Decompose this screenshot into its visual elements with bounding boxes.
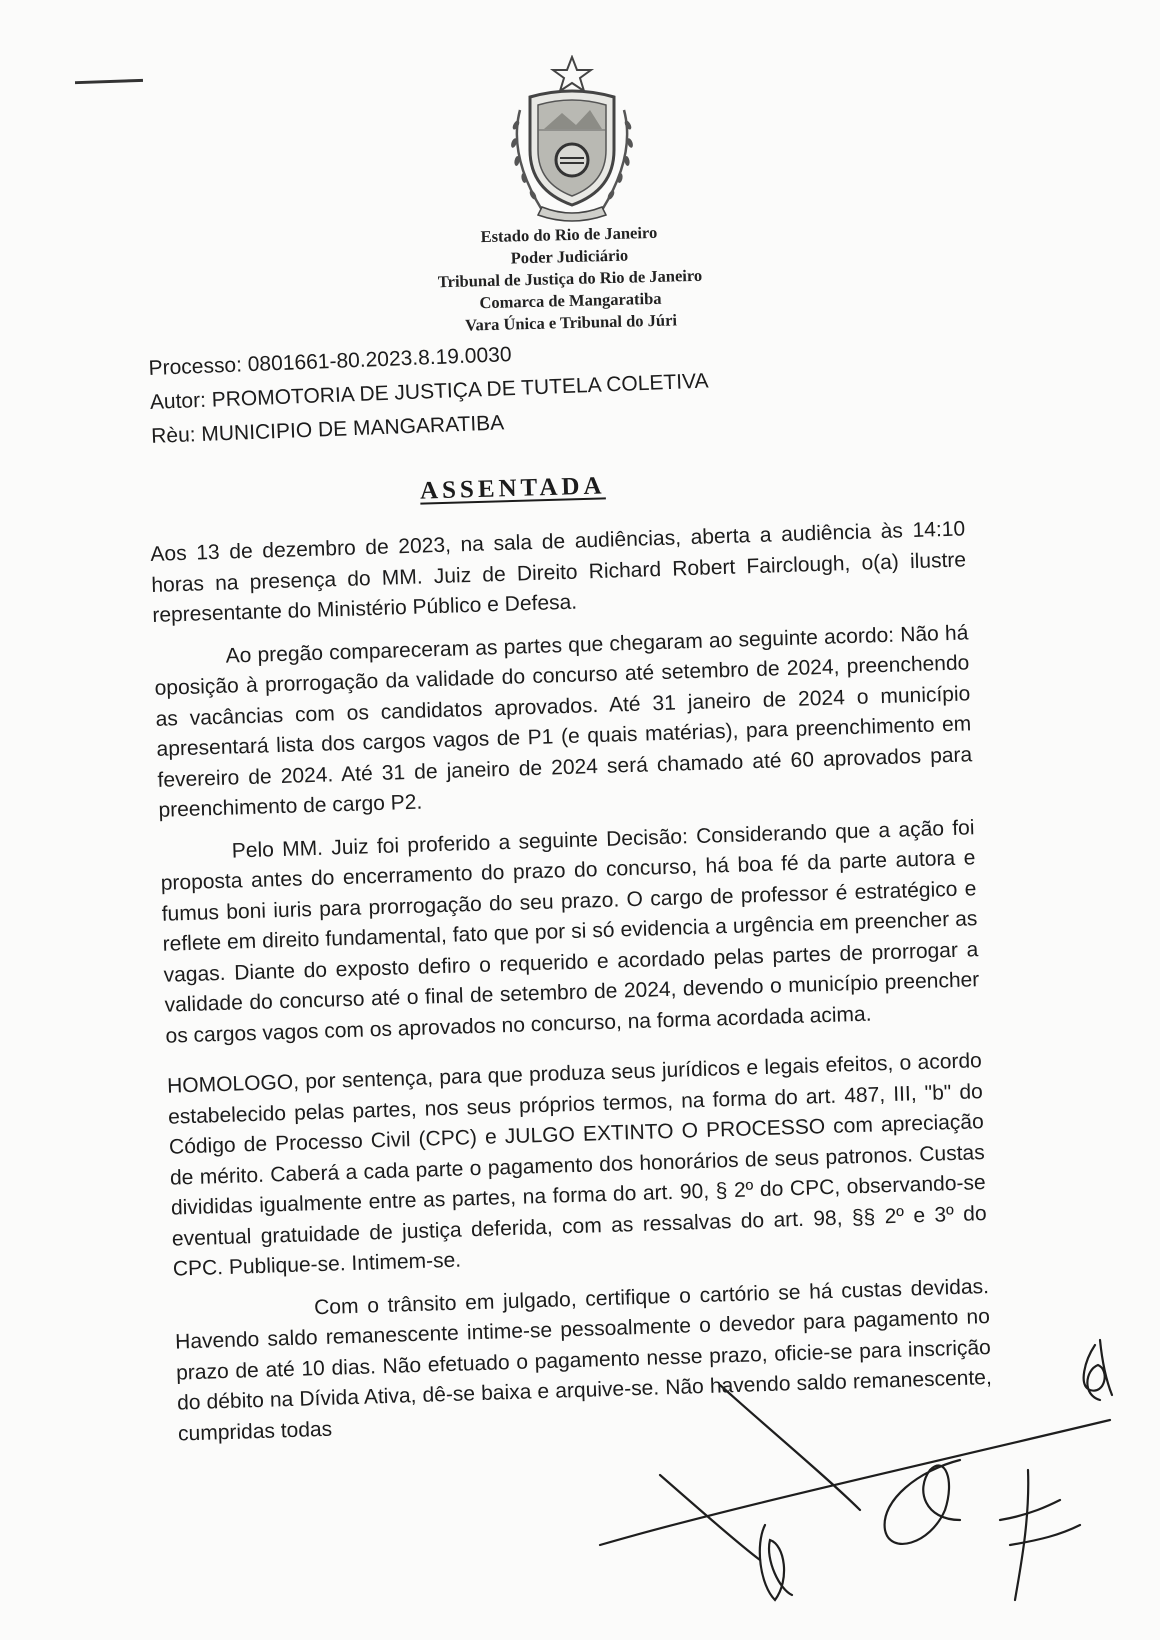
state-coat-of-arms-icon — [502, 55, 642, 225]
document-body — [150, 514, 994, 1461]
paragraph-final: Com o trânsito em julgado, certifique o cartório se há custas devidas. Havendo saldo remanescente intime-se pessoalmente o devedor para pagamento no prazo de até 10 dias. Não efetuado o pagamento nesse prazo, oficie-se para inscrição do débito na Dívida Ativa, dê-se baixa e arquive-se. Não havendo saldo remanescente, cumpridas todas — [174, 1274, 993, 1446]
header-vara: Vara Única e Tribunal do Júri — [464, 310, 678, 335]
document-title: ASSENTADA — [419, 472, 606, 505]
court-header — [339, 218, 802, 339]
paragraph-decision: Pelo MM. Juiz foi proferido a seguinte Decisão: Considerando que a ação foi proposta antes do encerramento do prazo do concurso, há boa fé da parte autora e fumus boni iuris para prorrogação do seu prazo. O cargo de professor é estratégico e reflete em direito fundamental, fato que por si só evidencia a urgência em preencher as vagas. Diante do exposto defiro o requerido e acordado pelas partes de prorrogar a validade do concurso até o final de setembro de 2024, devendo o município preencher os cargos vagos com os aprovados no concurso, na forma acordada acima. — [160, 815, 980, 1048]
margin-dash — [75, 79, 143, 84]
header-tribunal: Tribunal de Justiça do Rio de Janeiro — [437, 265, 703, 292]
paragraph-agreement: Ao pregão compareceram as partes que chegaram ao seguinte acordo: Não há oposição à prorrogação da validade do concurso até setembro de 2024, preenchendo as vacâncias com os candidatos aprovados. Até 31 janeiro de 2024 o município apresentará lista dos cargos vagos de P1 (e quais matérias), para preenchimento em fevereiro de 2024. Até 31 de janeiro de 2024 será chamado até 60 aprovados para preenchimento de cargo P2. — [154, 620, 973, 822]
header-comarca: Comarca de Mangaratiba — [479, 288, 662, 313]
plaintiff: Autor: PROMOTORIA DE JUSTIÇA DE TUTELA COLETIVA — [149, 369, 709, 414]
header-power: Poder Judiciário — [510, 245, 629, 268]
defendant: Rèu: MUNICIPIO DE MANGARATIBA — [150, 411, 505, 448]
process-number: Processo: 0801661-80.2023.8.19.0030 — [148, 343, 512, 380]
case-info — [148, 321, 971, 454]
paragraph-opening: Aos 13 de dezembro de 2023, na sala de audiências, aberta a audiência às 14:10 horas na presença do MM. Juiz de Direito Richard Robert Fairclough, o(a) ilustre representante do Ministério Público e Defesa. — [150, 517, 967, 627]
header-state: Estado do Rio de Janeiro — [480, 222, 658, 247]
paragraph-homologation: HOMOLOGO, por sentença, para que produza seus jurídicos e legais efeitos, o acordo estabelecido pelas partes, nos seus próprios termos, na forma do art. 487, III, "b" do Código de Processo Civil (CPC) e JULGO EXTINTO O PROCESSO com apreciação de mérito. Caberá a cada parte o pagamento dos honorários de seus patronos. Custas divididas igualmente entre as partes, na forma do art. 90, § 2º do CPC, observando-se eventual gratuidade de justiça deferida, com as ressalvas do art. 98, §§ 2º e 3º do CPC. Publique-se. Intimem-se. — [166, 1049, 987, 1281]
